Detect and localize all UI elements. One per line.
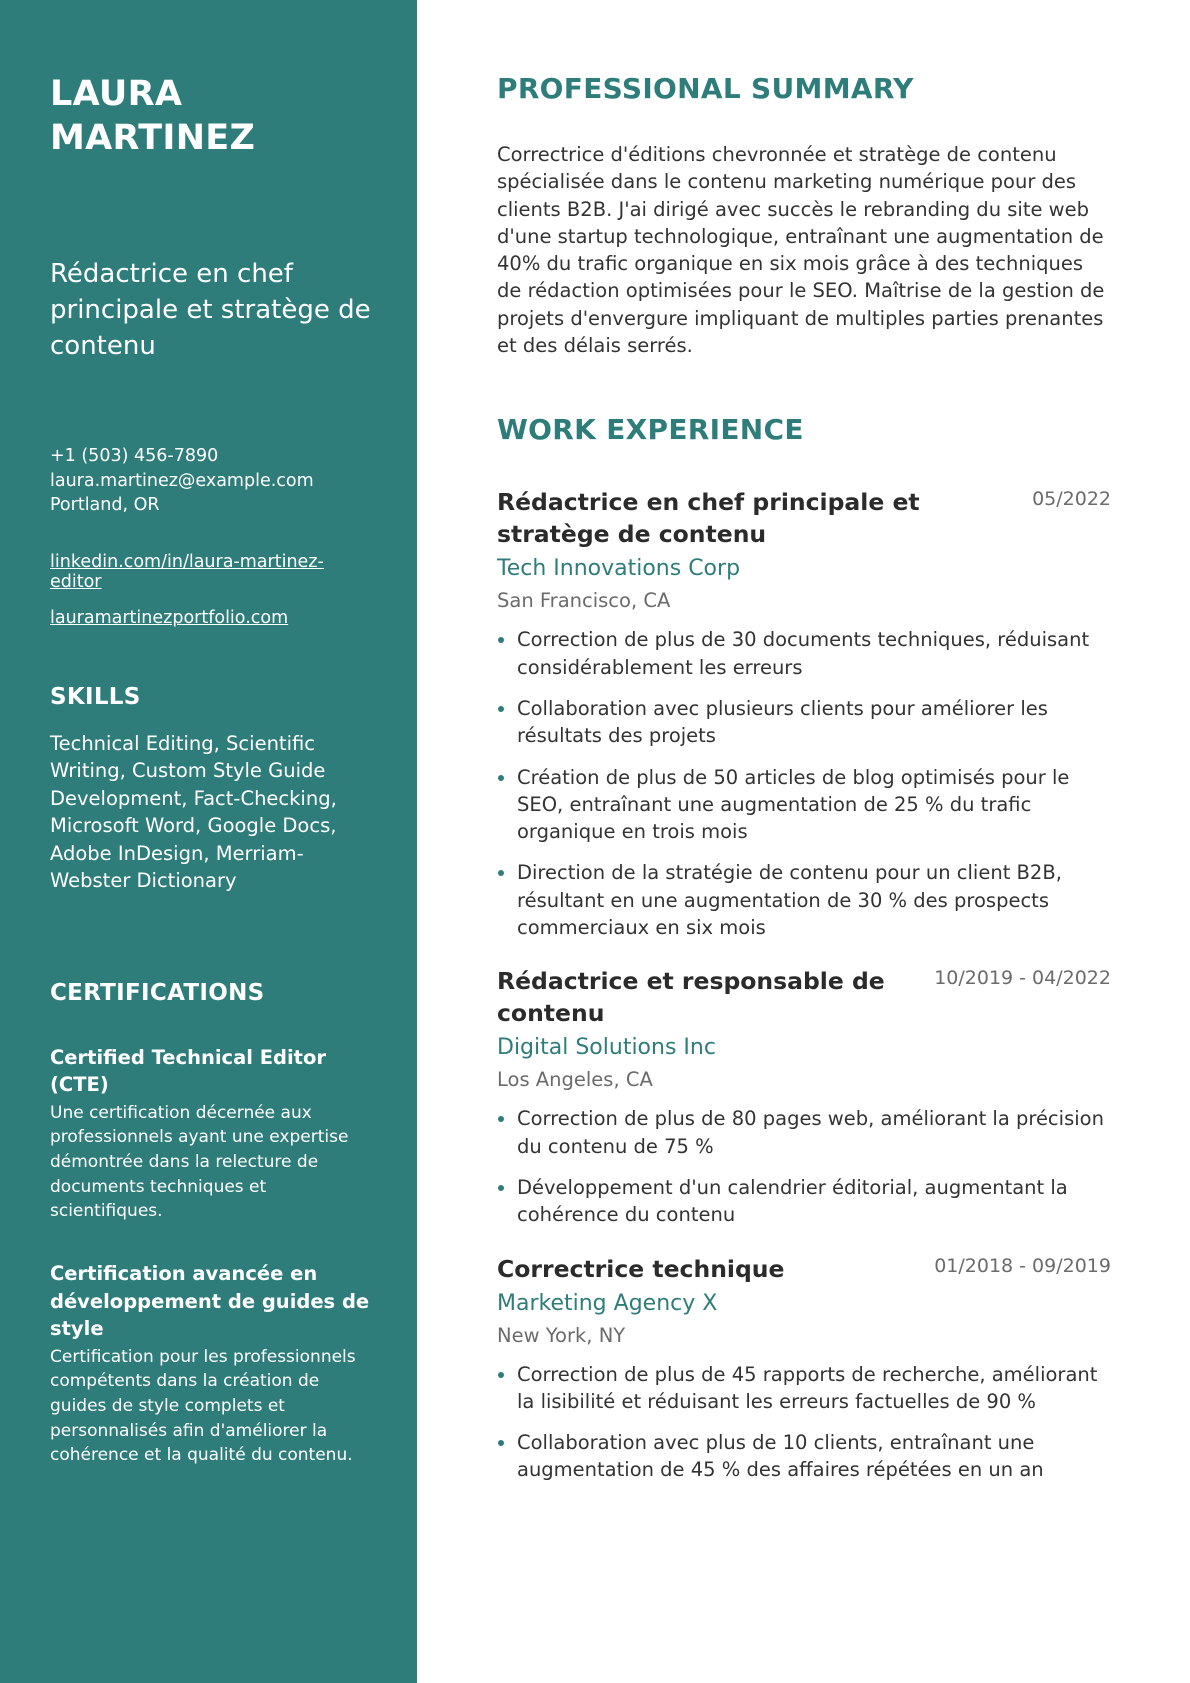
job-dates: 01/2018 - 09/2019 [934, 1254, 1111, 1277]
skills-heading: SKILLS [50, 683, 141, 710]
contact-block [50, 444, 371, 518]
headline: Rédactrice en chef principale et stratège de contenu [50, 259, 371, 361]
bullet-item: Direction de la stratégie de contenu pour un client B2B, résultant en une augmentation de 30 % des prospects commerciaux en six mois [497, 859, 1111, 941]
job-title: Correctrice technique [497, 1254, 785, 1283]
candidate-name: LAURA MARTINEZ [50, 74, 256, 158]
job-title: Rédactrice en chef principale et stratège de contenu [497, 488, 920, 549]
experience-heading: WORK EXPERIENCE [497, 413, 804, 447]
job-title: Rédactrice et responsable de contenu [497, 967, 885, 1028]
bullet-item: Développement d'un calendrier éditorial, augmentant la cohérence du contenu [497, 1174, 1111, 1229]
certification-description: Certification pour les professionnels compétents dans la création de guides de style complets et personnalisés afin d'améliorer la cohérence et la qualité du contenu. [50, 1346, 356, 1466]
job-bullets [497, 1361, 1111, 1484]
certification-item [50, 1044, 371, 1225]
location: Portland, OR [50, 495, 160, 515]
phone: +1 (503) 456-7890 [50, 446, 219, 466]
certification-description: Une certification décernée aux professionnels ayant une expertise démontrée dans la relecture de documents techniques et scientifiques. [50, 1102, 349, 1222]
job-location: New York, NY [497, 1323, 626, 1347]
bullet-item: Collaboration avec plusieurs clients pour améliorer les résultats des projets [497, 695, 1111, 750]
job-company: Tech Innovations Corp [497, 556, 741, 582]
job-location: Los Angeles, CA [497, 1068, 653, 1092]
job-entry [497, 1253, 1111, 1484]
summary-text: Correctrice d'éditions chevronnée et stratège de contenu spécialisée dans le contenu marketing numérique pour des clients B2B. J'ai dirigé avec succès le rebranding du site web d'une startup technologique, entraînant une augmentation de 40% du trafic organique en six mois grâce à des techniques de rédaction optimisées pour le SEO. Maîtrise de la gestion de projets d'envergure impliquant de multiples parties prenantes et des délais serrés. [497, 143, 1105, 358]
job-bullets [497, 1105, 1111, 1228]
sidebar [0, 0, 417, 1683]
job-dates: 10/2019 - 04/2022 [934, 967, 1111, 990]
job-bullets [497, 626, 1111, 941]
job-location: San Francisco, CA [497, 589, 671, 613]
certification-title: Certification avancée en développement de guides de style [50, 1262, 370, 1341]
portfolio-link[interactable]: lauramartinezportfolio.com [50, 607, 289, 628]
job-entry [497, 965, 1111, 1228]
job-company: Marketing Agency X [497, 1290, 718, 1316]
job-company: Digital Solutions Inc [497, 1035, 716, 1061]
skills-text: Technical Editing, Scientific Writing, Custom Style Guide Development, Fact-Checking, Microsoft Word, Google Docs, Adobe InDesign, Merriam-Webster Dictionary [50, 731, 337, 892]
job-entry [497, 486, 1111, 941]
bullet-item: Collaboration avec plus de 10 clients, entraînant une augmentation de 45 % des affaires répétées en un an [497, 1429, 1111, 1484]
certification-title: Certified Technical Editor (CTE) [50, 1045, 327, 1096]
job-dates: 05/2022 [1032, 488, 1111, 511]
certifications-heading: CERTIFICATIONS [50, 979, 265, 1006]
bullet-item: Correction de plus de 45 rapports de recherche, améliorant la lisibilité et réduisant les erreurs factuelles de 90 % [497, 1361, 1111, 1416]
bullet-item: Correction de plus de 80 pages web, améliorant la précision du contenu de 75 % [497, 1105, 1111, 1160]
bullet-item: Création de plus de 50 articles de blog optimisés pour le SEO, entraînant une augmentation de 25 % du trafic organique en trois mois [497, 764, 1111, 846]
certification-item [50, 1260, 371, 1468]
linkedin-link[interactable]: linkedin.com/in/laura-martinez-editor [50, 551, 324, 592]
summary-heading: PROFESSIONAL SUMMARY [497, 72, 914, 105]
email: laura.martinez@example.com [50, 470, 314, 491]
main-content [497, 0, 1111, 1484]
bullet-item: Correction de plus de 30 documents techniques, réduisant considérablement les erreurs [497, 626, 1111, 681]
